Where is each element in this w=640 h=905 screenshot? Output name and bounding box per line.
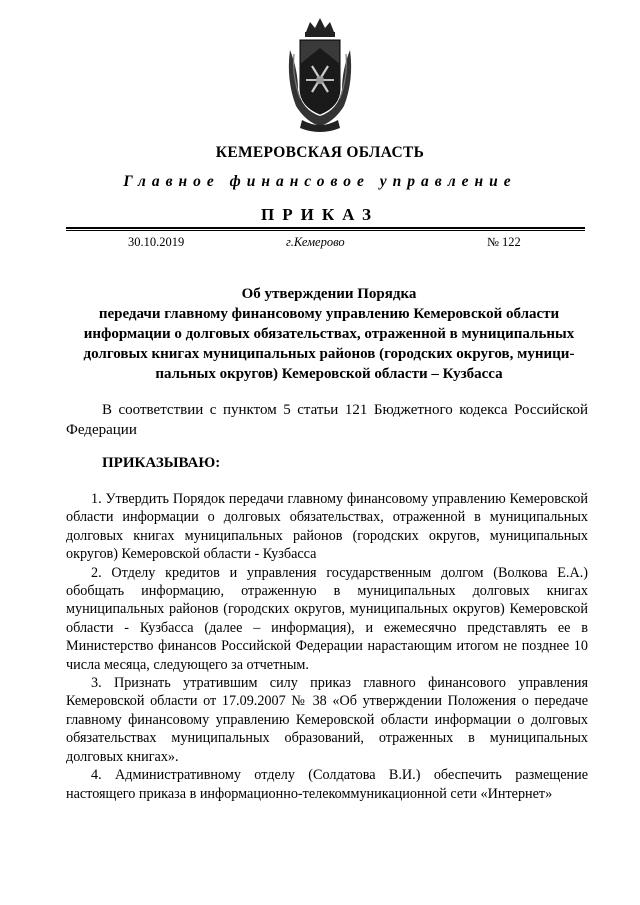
- document-number: № 122: [487, 235, 521, 249]
- heading-line: передачи главному финансовому управлению Кемеровской области: [98, 306, 560, 322]
- document-date: 30.10.2019: [128, 235, 185, 249]
- heading-line: Об утверждении Порядка: [241, 286, 417, 302]
- document-type: ПРИКАЗ: [261, 205, 379, 224]
- header-divider: [66, 227, 585, 229]
- order-word: ПРИКАЗЫВАЮ:: [102, 455, 221, 471]
- heading-line: долговых книгах муниципальных районов (городских округов, муници-: [83, 346, 575, 362]
- document-city: г.Кемерово: [286, 235, 345, 249]
- legal-basis: [66, 400, 588, 440]
- heading-line: пальных округов) Кемеровской области – Кузбасса: [155, 366, 503, 382]
- header-divider-thin: [66, 230, 585, 231]
- heading-line: информации о долговых обязательствах, отраженной в муниципальных: [83, 326, 575, 342]
- region-title: КЕМЕРОВСКАЯ ОБЛАСТЬ: [215, 144, 425, 161]
- legal-basis-text: В соответствии с пунктом 5 статьи 121 Бюджетного кодекса Российской Федерации: [66, 402, 588, 438]
- order-item: 2. Отделу кредитов и управления государственным долгом (Волкова Е.А.) обобщать информацию, отраженную в муниципальных долговых книгах муниципальных районов (городских округов, муниципальных округов) Кемеровской области - Кузбасса (далее – информация), и ежемесячно представлять ее в Министерство финансов Российской Федерации нарастающим итогом не позднее 10 числа месяца, следующего за отчетным.: [66, 564, 588, 673]
- order-items: [66, 490, 588, 803]
- coat-of-arms-icon: [282, 10, 358, 134]
- order-item: 1. Утвердить Порядок передачи главному финансовому управлению Кемеровской области информации о долговых обязательствах, отраженной в муниципальных долговых книгах муниципальных районов (городских округов, муниципальных округов) Кемеровской области - Кузбасса: [66, 491, 588, 563]
- department-title: Главное финансовое управление: [123, 173, 517, 190]
- order-item: 4. Административному отделу (Солдатова В.И.) обеспечить размещение настоящего приказа в информационно-телекоммуникационной сети «Интернет»: [66, 767, 588, 802]
- order-item: 3. Признать утратившим силу приказ главного финансового управления Кемеровской области от 17.09.2007 № 38 «Об утверждении Положения о передаче главному финансовому управлению Кемеровской области информации о долговых обязательствах муниципальных образований, отраженных в муниципальных долговых книгах».: [66, 675, 588, 765]
- document-heading: [60, 284, 598, 384]
